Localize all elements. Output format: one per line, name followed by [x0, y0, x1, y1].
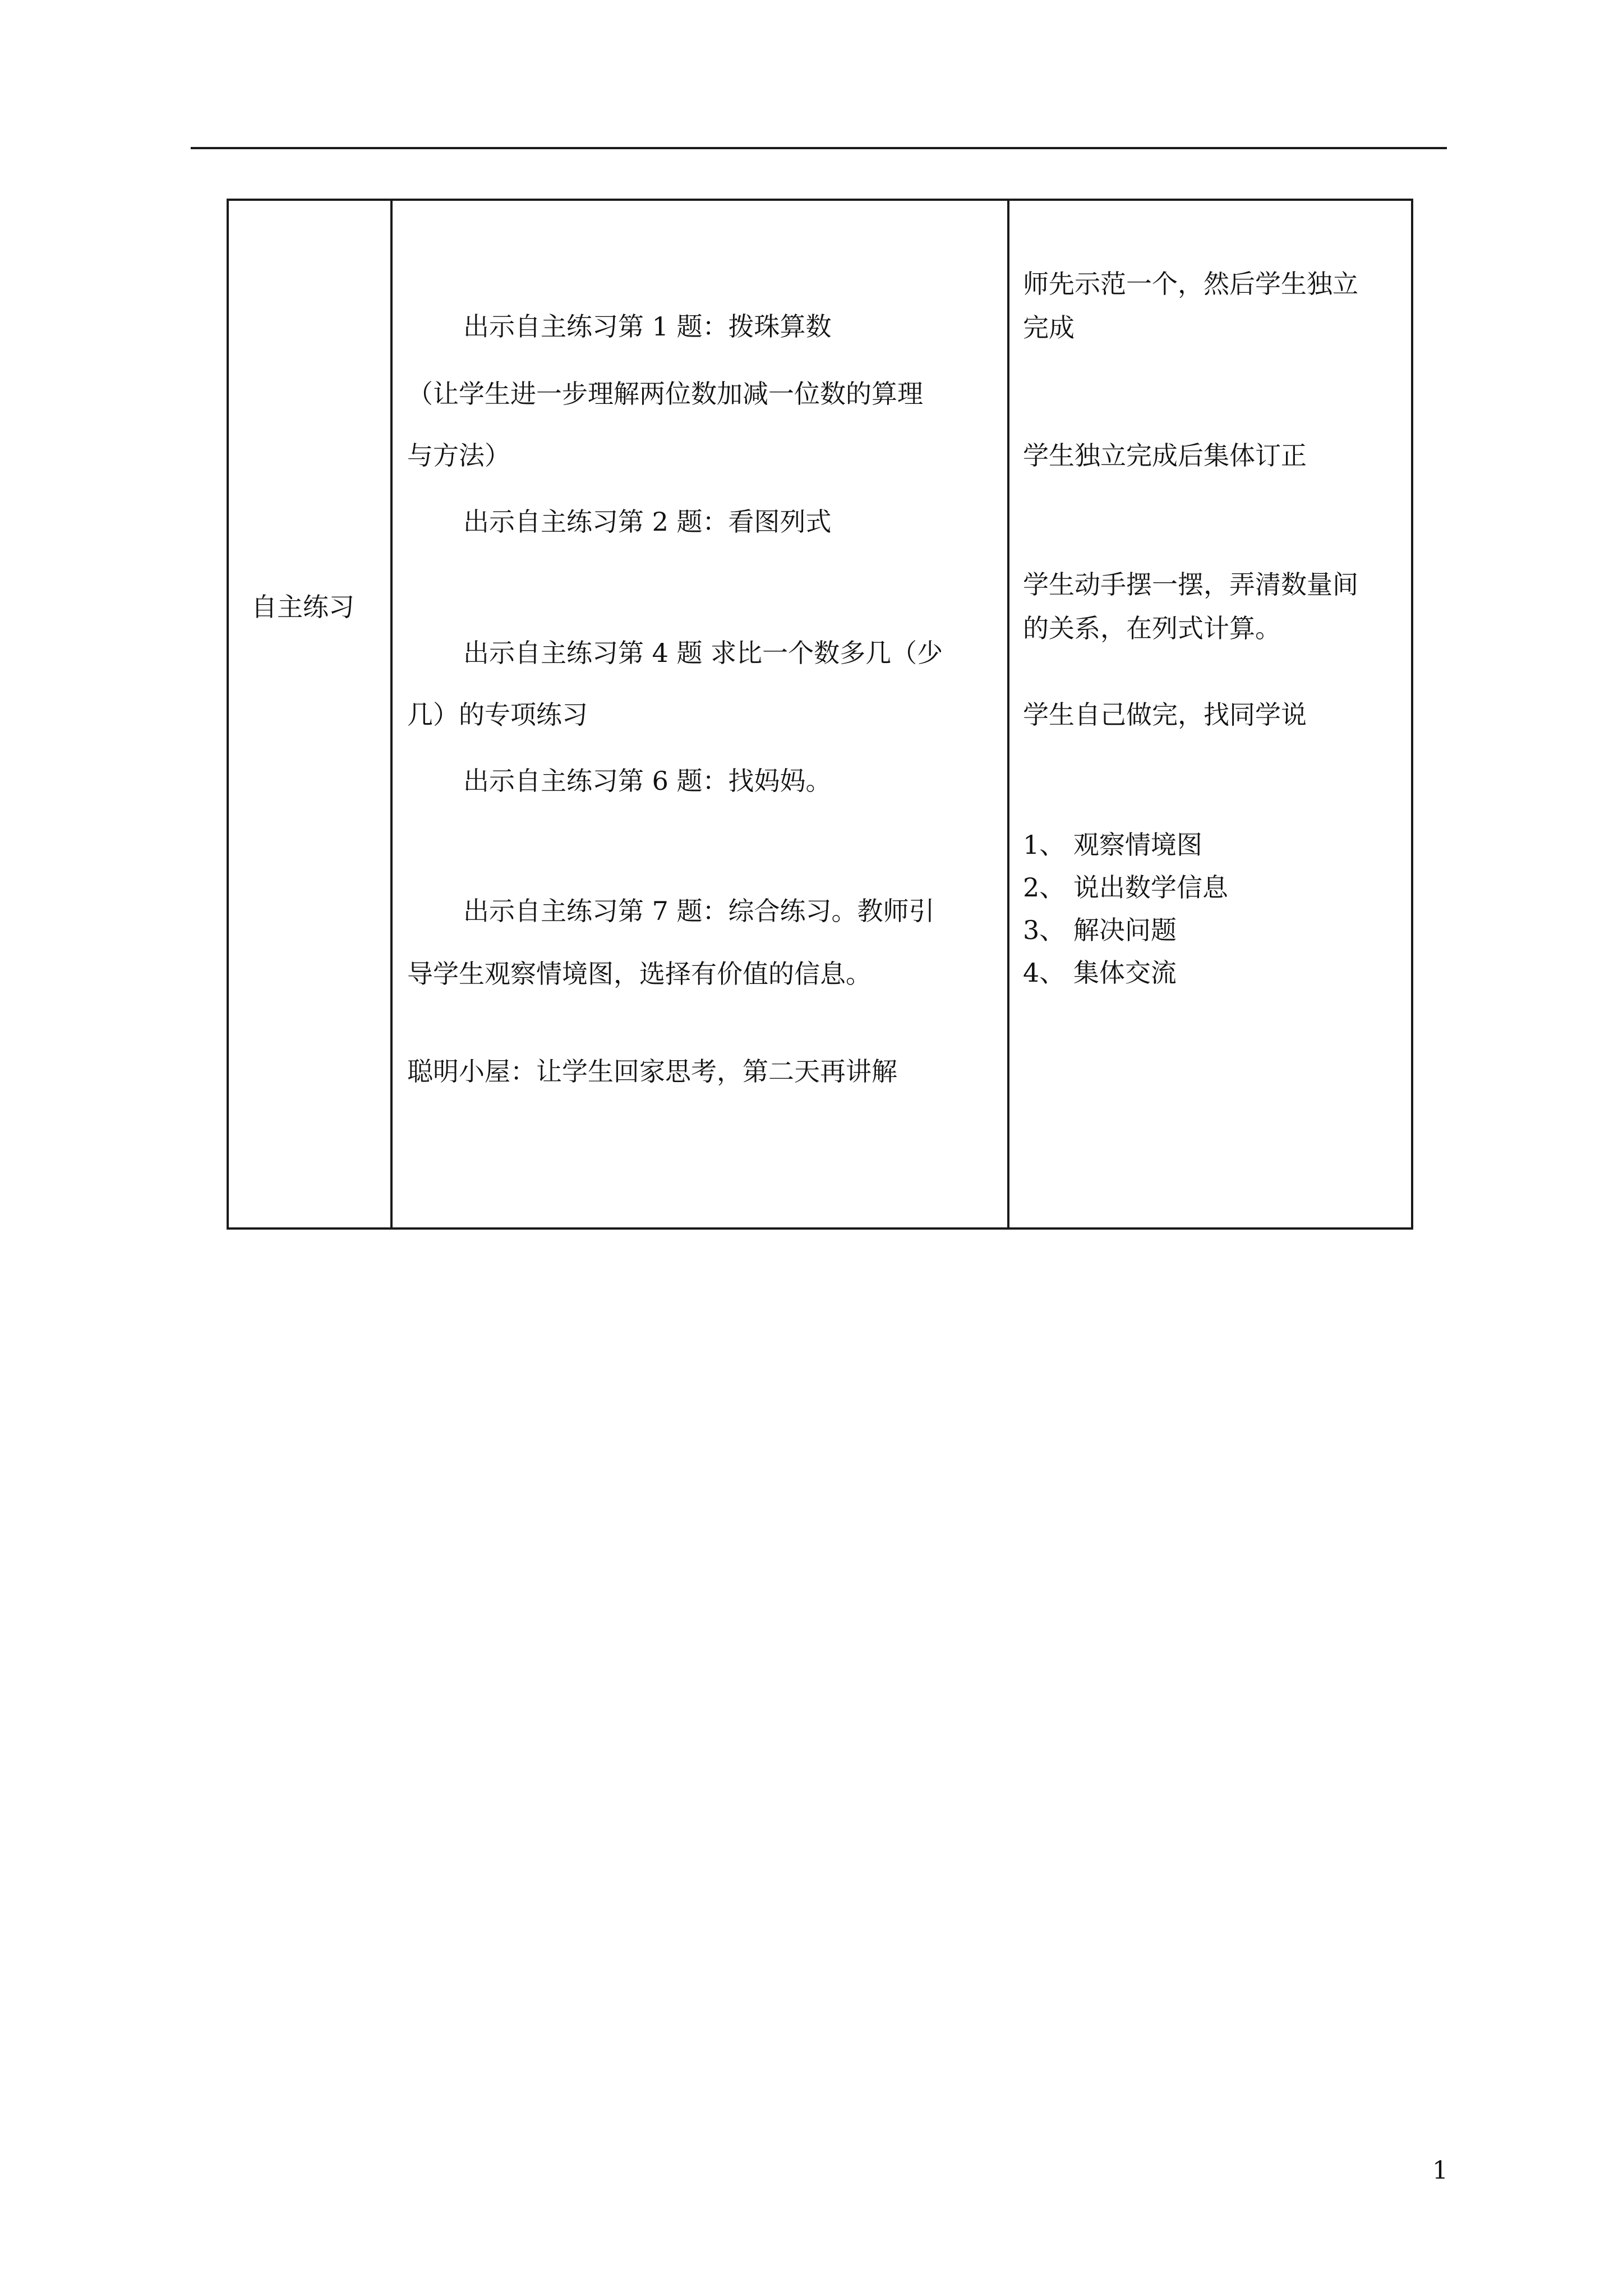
activity-line: 完成 [1023, 312, 1075, 343]
content-line: 出示自主练习第 6 题：找妈妈。 [463, 766, 832, 796]
activity-step: 2、 说出数学信息 [1023, 872, 1228, 903]
page-number: 1 [1432, 2156, 1448, 2185]
header-rule [191, 147, 1447, 149]
content-line: 出示自主练习第 4 题 求比一个数多几（少 [463, 638, 943, 668]
content-line: 导学生观察情境图，选择有价值的信息。 [407, 959, 872, 989]
content-line: （让学生进一步理解两位数加减一位数的算理 [407, 379, 923, 409]
activity-step: 1、 观察情境图 [1023, 830, 1202, 860]
activity-step: 4、 集体交流 [1023, 958, 1177, 988]
activity-line: 学生动手摆一摆，弄清数量间 [1023, 569, 1358, 600]
content-line: 几）的专项练习 [407, 700, 588, 730]
activity-step: 3、 解决问题 [1023, 915, 1177, 945]
activity-line: 的关系，在列式计算。 [1023, 613, 1281, 643]
activity-line: 师先示范一个，然后学生独立 [1023, 269, 1358, 299]
content-line: 与方法） [407, 440, 510, 471]
content-line: 聪明小屋：让学生回家思考，第二天再讲解 [407, 1056, 897, 1087]
activity-line: 学生独立完成后集体订正 [1023, 440, 1307, 471]
content-line: 出示自主练习第 7 题：综合练习。教师引 [463, 896, 935, 926]
column-divider-1 [390, 201, 393, 1227]
column-divider-2 [1007, 201, 1009, 1227]
section-label: 自主练习 [251, 592, 354, 622]
activity-line: 学生自己做完，找同学说 [1023, 700, 1307, 730]
content-line: 出示自主练习第 2 题：看图列式 [463, 507, 832, 537]
content-line: 出示自主练习第 1 题：拨珠算数 [463, 311, 832, 342]
